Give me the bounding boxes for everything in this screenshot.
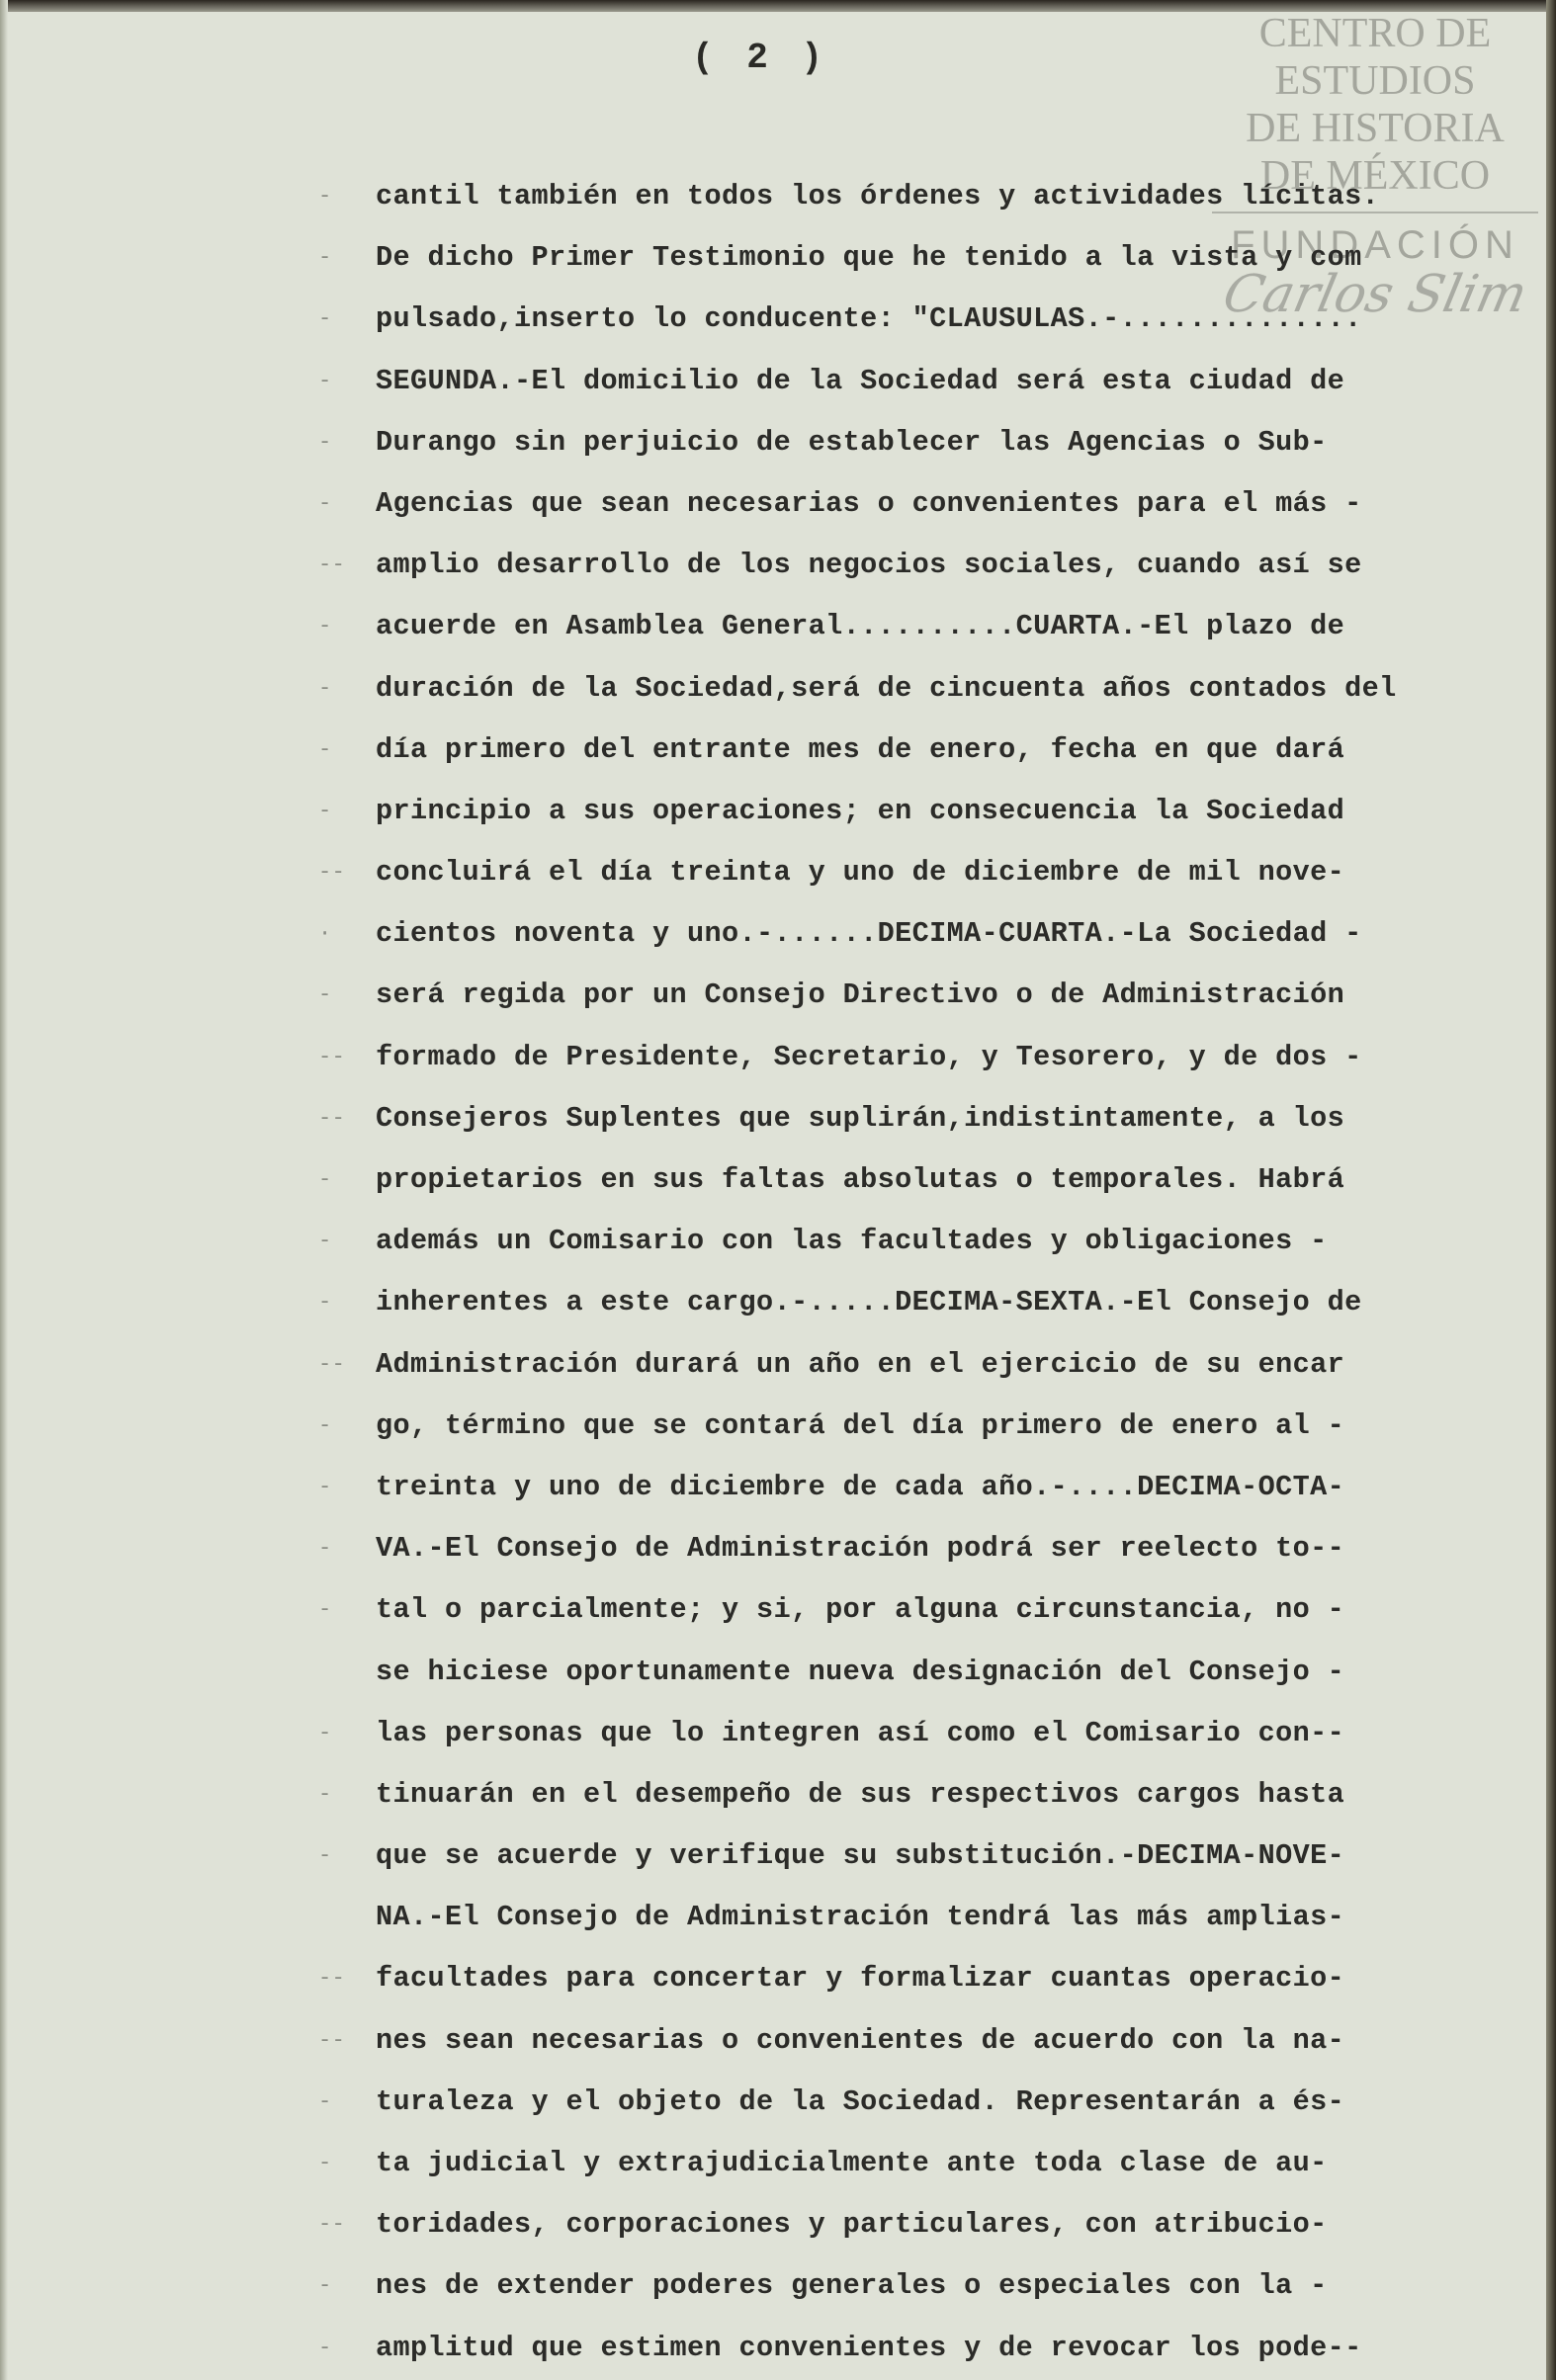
- margin-mark: -: [318, 1781, 332, 1807]
- text-line: [318, 720, 1473, 781]
- text-line: [318, 1272, 1473, 1333]
- margin-mark: -: [318, 368, 332, 393]
- margin-mark: -: [318, 184, 332, 209]
- text-line: [318, 596, 1473, 657]
- text-line: [318, 1579, 1473, 1641]
- watermark-line: CENTRO DE: [1258, 11, 1492, 56]
- text-line-content: nes de extender poderes generales o especiales con la -: [376, 2269, 1328, 2303]
- text-line-content: cientos noventa y uno.-......DECIMA-CUARTA.-La Sociedad -: [376, 917, 1362, 951]
- text-line-content: NA.-El Consejo de Administración tendrá las más amplias-: [376, 1901, 1345, 1934]
- text-line-content: concluirá el día treinta y uno de diciembre de mil nove-: [376, 856, 1345, 890]
- text-line: [318, 2318, 1473, 2379]
- margin-mark: -: [318, 1290, 332, 1316]
- margin-mark: -: [318, 1412, 332, 1438]
- text-line-content: principio a sus operaciones; en consecuencia la Sociedad: [376, 794, 1345, 827]
- text-line-content: Consejeros Suplentes que suplirán,indistintamente, a los: [376, 1101, 1345, 1135]
- text-line-content: formado de Presidente, Secretario, y Tesorero, y de dos -: [376, 1040, 1362, 1073]
- text-line-content: Agencias que sean necesarias o convenientes para el más -: [376, 486, 1362, 520]
- text-line-content: amplio desarrollo de los negocios sociales, cuando así se: [376, 549, 1362, 582]
- text-line: [318, 842, 1473, 903]
- margin-mark: -: [318, 1843, 332, 1869]
- text-line-content: Durango sin perjuicio de establecer las Agencias o Sub-: [376, 425, 1328, 459]
- text-line: [318, 1396, 1473, 1457]
- watermark-foundation: FUNDACIÓN: [1212, 212, 1538, 269]
- text-line-content: pulsado,inserto lo conducente: "CLAUSULAS.-..............: [376, 302, 1362, 336]
- text-line-content: cantil también en todos los órdenes y actividades lícitas.: [376, 180, 1380, 212]
- text-line-content: que se acuerde y verifique su substitución.-DECIMA-NOVE-: [376, 1839, 1345, 1873]
- text-line: [318, 1088, 1473, 1149]
- text-line: [376, 1887, 1473, 1948]
- margin-mark: -: [318, 982, 332, 1008]
- margin-mark: --: [318, 552, 346, 578]
- margin-mark: -: [318, 1229, 332, 1254]
- margin-mark: -: [318, 2273, 332, 2299]
- text-line-content: toridades, corporaciones y particulares, con atribucio-: [376, 2208, 1328, 2242]
- text-line: [318, 289, 1473, 350]
- margin-mark: -: [318, 490, 332, 516]
- margin-mark: --: [318, 1966, 346, 1992]
- text-line-content: acuerde en Asamblea General..........CUARTA.-El plazo de: [376, 610, 1345, 643]
- text-line-content: De dicho Primer Testimonio que he tenido a la vista y com: [376, 241, 1362, 275]
- margin-mark: --: [318, 2027, 346, 2053]
- text-line: [376, 1642, 1473, 1703]
- margin-mark: --: [318, 1044, 346, 1069]
- text-line-content: será regida por un Consejo Directivo o de Administración: [376, 978, 1345, 1012]
- text-line: [318, 1518, 1473, 1579]
- margin-mark: -: [318, 306, 332, 332]
- text-line-content: SEGUNDA.-El domicilio de la Sociedad será esta ciudad de: [376, 364, 1345, 397]
- margin-mark: --: [318, 2212, 346, 2238]
- text-line-content: turaleza y el objeto de la Sociedad. Representarán a és-: [376, 2084, 1345, 2118]
- text-line: [318, 658, 1473, 720]
- watermark-line: ESTUDIOS: [1274, 58, 1476, 104]
- text-line-content: Administración durará un año en el ejercicio de su encar: [376, 1347, 1345, 1381]
- text-line-content: go, término que se contará del día primero de enero al -: [376, 1408, 1345, 1442]
- margin-mark: -: [318, 2335, 332, 2360]
- text-line-content: amplitud que estimen convenientes y de revocar los pode--: [376, 2331, 1362, 2364]
- text-line: [318, 2072, 1473, 2133]
- text-line: [318, 1457, 1473, 1518]
- text-line-content: ta judicial y extrajudicialmente ante toda clase de au-: [376, 2147, 1328, 2179]
- margin-mark: ·: [318, 921, 332, 947]
- text-line: [318, 1764, 1473, 1826]
- text-line: [318, 965, 1473, 1026]
- text-line: [318, 2255, 1473, 2317]
- text-line-content: treinta y uno de diciembre de cada año.-....DECIMA-OCTA-: [376, 1470, 1345, 1503]
- text-line: [318, 1826, 1473, 1887]
- margin-mark: -: [318, 798, 332, 823]
- text-line-content: las personas que lo integren así como el Comisario con--: [376, 1716, 1345, 1749]
- text-line: [318, 903, 1473, 965]
- watermark-signature: Carlos Slim: [1218, 265, 1532, 324]
- margin-mark: -: [318, 245, 332, 271]
- margin-mark: -: [318, 1536, 332, 1562]
- page-number: ( 2 ): [692, 38, 829, 78]
- text-line: [318, 412, 1473, 473]
- margin-mark: -: [318, 429, 332, 455]
- text-line: [318, 227, 1473, 289]
- text-line: [318, 2194, 1473, 2255]
- watermark-line: DE MÉXICO: [1259, 153, 1491, 199]
- text-line: [318, 1149, 1473, 1211]
- text-line-content: tinuarán en el desempeño de sus respectivos cargos hasta: [376, 1777, 1345, 1811]
- scan-left-edge: [0, 0, 8, 2380]
- text-line: [318, 1703, 1473, 1764]
- margin-mark: --: [318, 1351, 346, 1377]
- margin-mark: -: [318, 675, 332, 701]
- margin-mark: -: [318, 1167, 332, 1192]
- text-line-content: inherentes a este cargo.-.....DECIMA-SEXTA.-El Consejo de: [376, 1286, 1362, 1319]
- text-line: [318, 535, 1473, 596]
- text-line-content: nes sean necesarias o convenientes de acuerdo con la na-: [376, 2023, 1345, 2057]
- scan-right-edge: [1546, 0, 1556, 2380]
- text-line-content: VA.-El Consejo de Administración podrá ser reelecto to--: [376, 1532, 1345, 1566]
- margin-mark: --: [318, 1105, 346, 1131]
- margin-mark: --: [318, 860, 346, 886]
- text-line: [318, 1211, 1473, 1272]
- text-line-content: se hiciese oportunamente nueva designación del Consejo -: [376, 1655, 1345, 1688]
- text-line-content: día primero del entrante mes de enero, fecha en que dará: [376, 732, 1345, 766]
- typed-text-body: [318, 166, 1473, 2379]
- margin-mark: -: [318, 614, 332, 639]
- margin-mark: -: [318, 1597, 332, 1623]
- text-line: [318, 1334, 1473, 1396]
- margin-mark: -: [318, 2088, 332, 2114]
- text-line: [318, 1948, 1473, 2009]
- text-line: [318, 1027, 1473, 1088]
- text-line-content: tal o parcialmente; y si, por alguna circunstancia, no -: [376, 1593, 1345, 1627]
- text-line: [318, 166, 1473, 227]
- margin-mark: -: [318, 1474, 332, 1499]
- text-line: [318, 351, 1473, 412]
- margin-mark: -: [318, 2151, 332, 2175]
- watermark-line: DE HISTORIA: [1246, 106, 1505, 151]
- text-line-content: propietarios en sus faltas absolutas o temporales. Habrá: [376, 1163, 1345, 1196]
- text-line: [318, 473, 1473, 535]
- text-line: [318, 2133, 1473, 2194]
- text-line: [318, 2010, 1473, 2072]
- text-line-content: facultades para concertar y formalizar cuantas operacio-: [376, 1962, 1345, 1996]
- text-line-content: duración de la Sociedad,será de cincuenta años contados del: [376, 671, 1397, 705]
- margin-mark: -: [318, 1720, 332, 1745]
- margin-mark: -: [318, 736, 332, 762]
- text-line: [318, 781, 1473, 842]
- text-line-content: además un Comisario con las facultades y obligaciones -: [376, 1225, 1328, 1258]
